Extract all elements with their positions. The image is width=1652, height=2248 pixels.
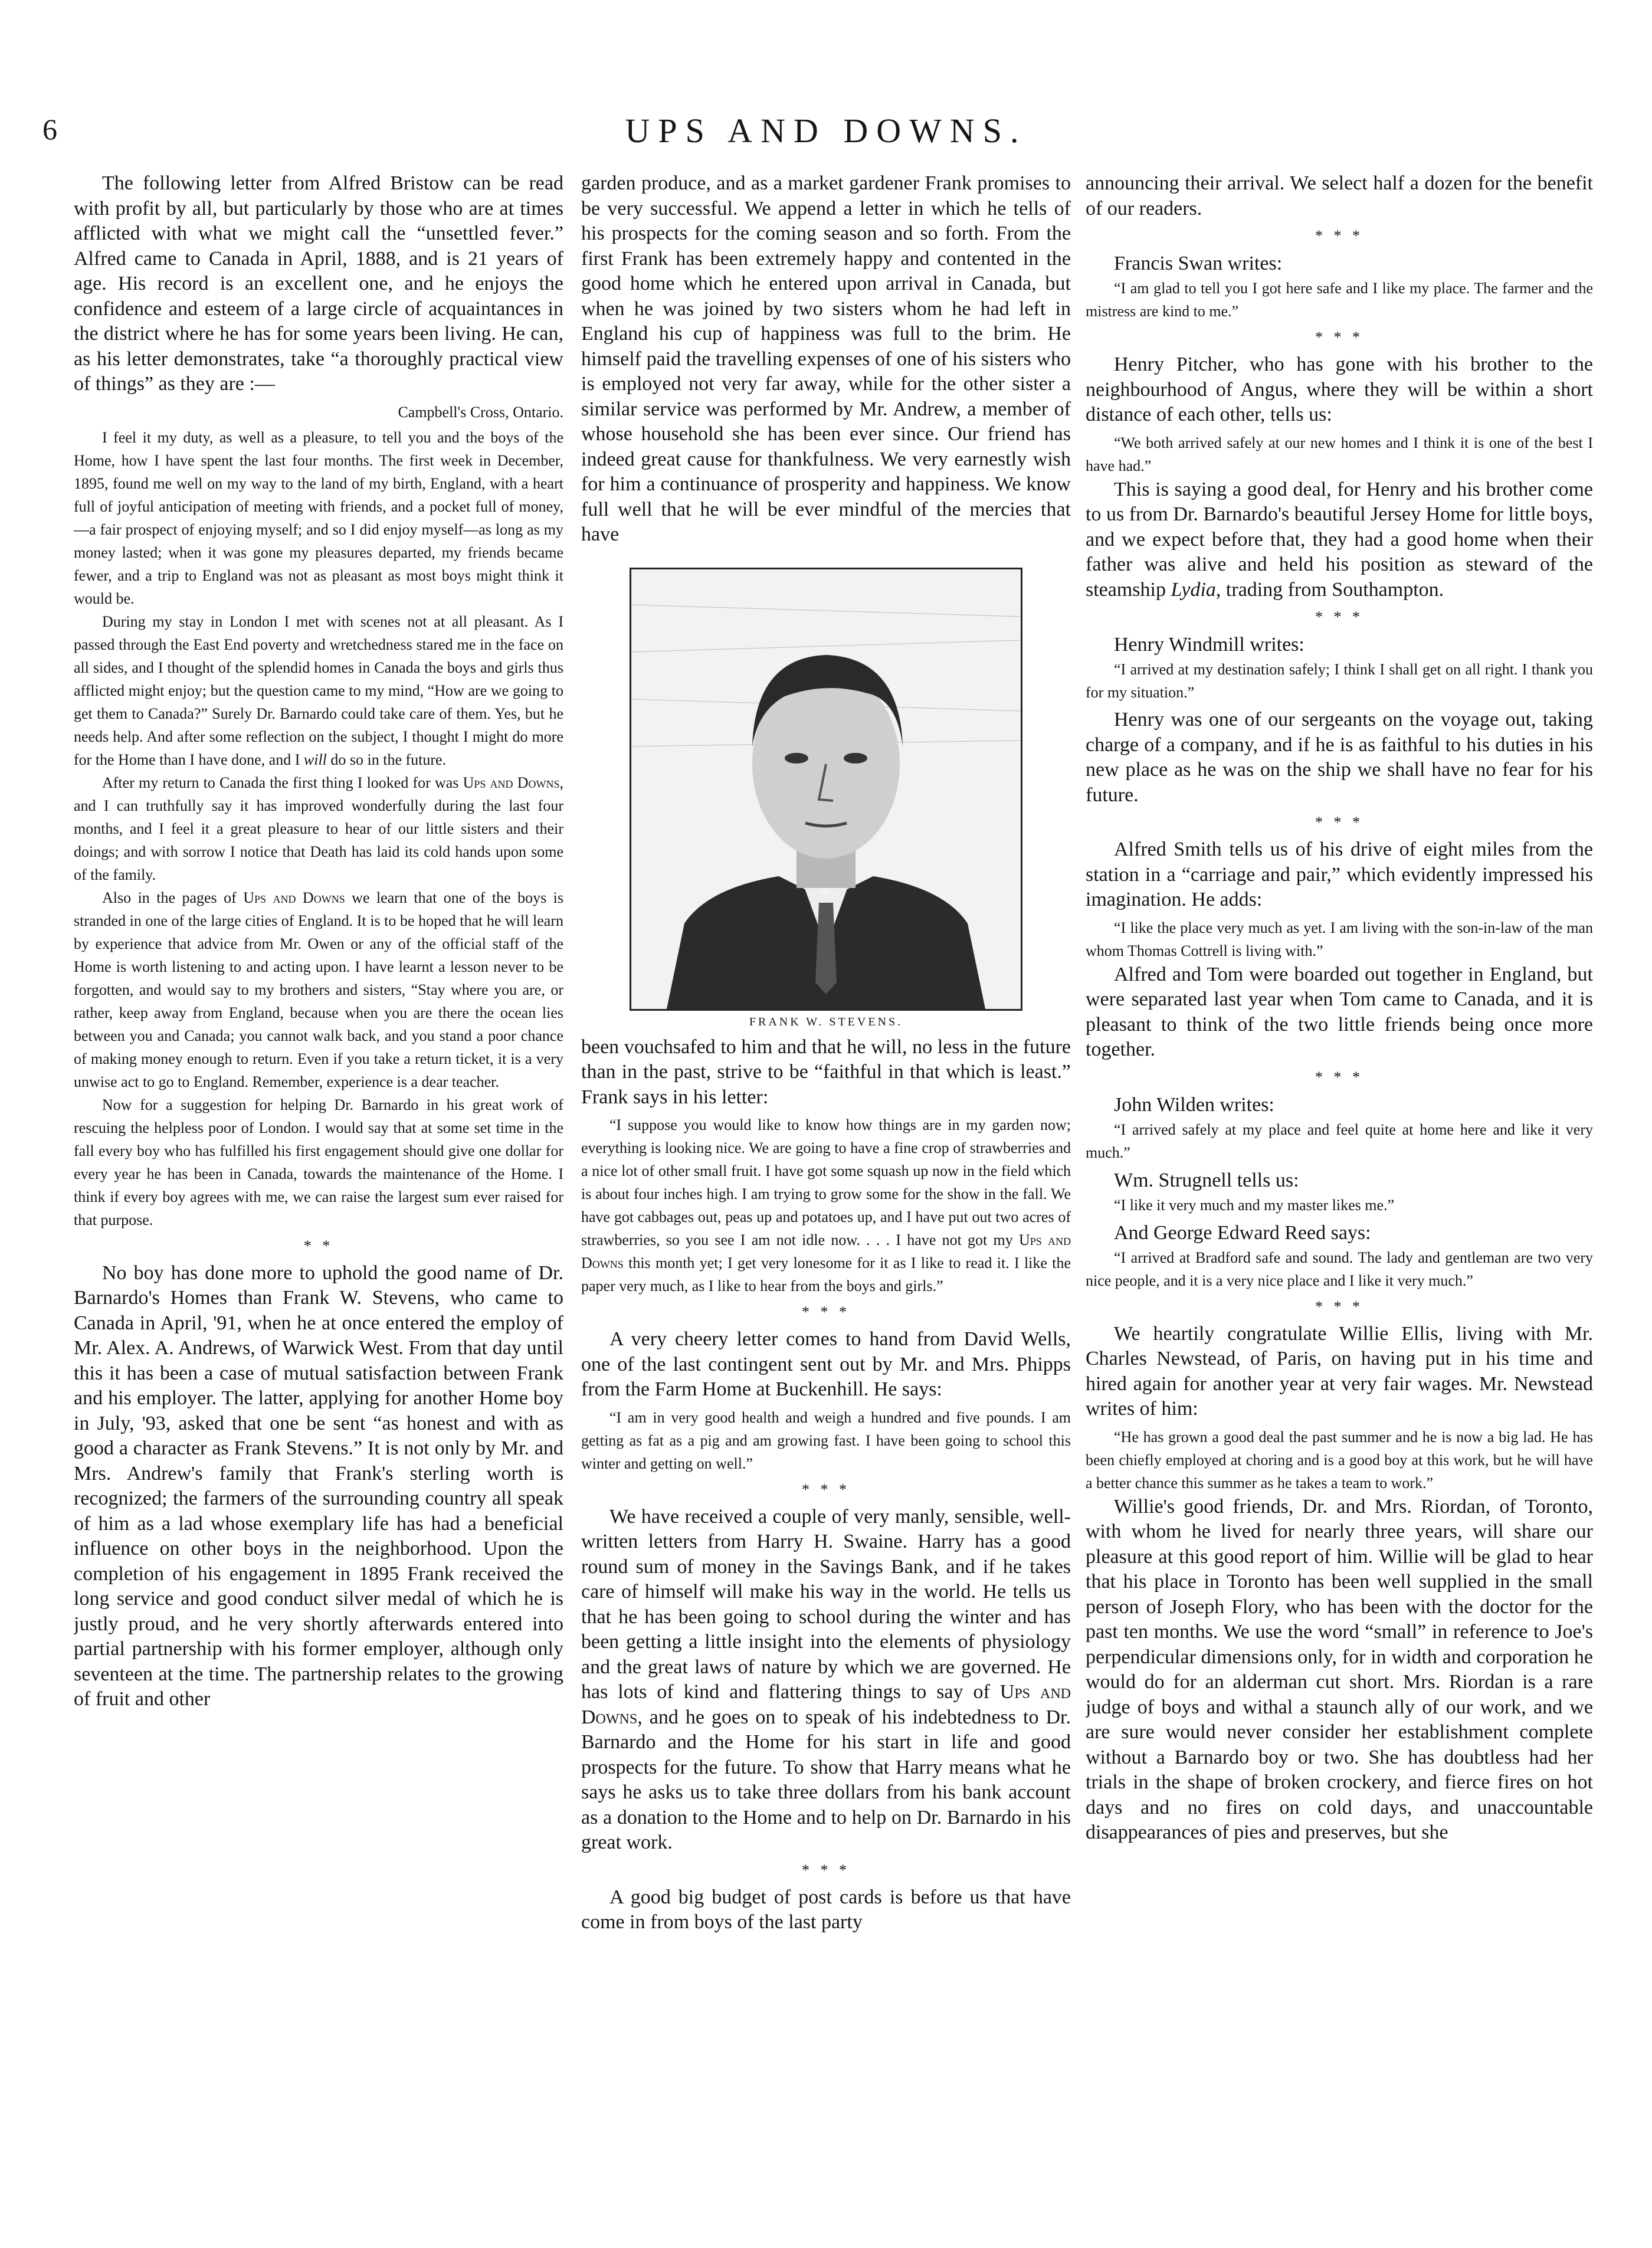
section-divider: * * * bbox=[1315, 227, 1363, 244]
letter-quote: “I arrived at my destination safely; I think I shall get on all right. I thank you for my situation.” bbox=[1086, 661, 1593, 701]
column-3 bbox=[1086, 171, 1593, 2201]
article-paragraph: Alfred Smith tells us of his drive of eight miles from the station in a “carriage and pair,” which evidently impressed his imagination. He adds: bbox=[1086, 838, 1593, 910]
text-run: , and I can truthfully say it has improved wonderfully during the last four months, and I feel it a great pleasure to hear of our little sisters and their doings; and with sorrow I notice that Death has laid its cold hands upon some of the family. bbox=[74, 774, 563, 883]
letter-quote: “I like it very much and my master likes me.” bbox=[1114, 1196, 1395, 1214]
portrait-photo bbox=[630, 568, 1022, 1011]
text-run: We have received a couple of very manly, sensible, well-written letters from Harry H. Swaine. Harry has a good round sum of money in the Savings Bank, and if he takes care of himself will make his way in the world. He tells us that he has been going to school during the winter and has been getting a little insight into the elements of physiology and the great laws of nature by which we are governed. He has lots of kind and flattering things to say of bbox=[581, 1505, 1071, 1703]
section-divider: * * * bbox=[1315, 608, 1363, 625]
letter-quote bbox=[581, 1113, 1071, 1297]
letter-quote: “I arrived safely at my place and feel quite at home here and like it very much.” bbox=[1086, 1120, 1593, 1161]
text-run: , and he goes on to speak of his indebtedness to Dr. Barnardo and the Home for his start in life and good prospects for the future. To show that Harry means what he says he asks us to take three dollars from his bank account as a donation to the Home and to help on Dr. Barnardo in his great work. bbox=[581, 1706, 1071, 1853]
letter-paragraph bbox=[74, 886, 563, 1093]
correspondent-lead: And George Edward Reed says: bbox=[1114, 1221, 1371, 1244]
publication-name: Ups and Downs bbox=[581, 1231, 1071, 1272]
letter-place: Campbell's Cross, Ontario. bbox=[398, 403, 563, 421]
article-paragraph: announcing their arrival. We select half a dozen for the benefit of our readers. bbox=[1086, 172, 1593, 219]
text-run: This is saying a good deal, for Henry and his brother come to us from Dr. Barnardo's beautiful Jersey Home for little boys, and we expect before that, they had a good home when their father was alive and held his position as steward of the steamship bbox=[1086, 478, 1593, 601]
page-number: 6 bbox=[42, 113, 57, 146]
publication-name: Ups and Downs bbox=[463, 774, 560, 791]
publication-name: Ups and Downs bbox=[581, 1681, 1071, 1728]
column-1 bbox=[74, 171, 563, 2201]
letter-quote: “He has grown a good deal the past summer and he is now a big lad. He has been chiefly employed at choring and is a good boy at this work, but he will have a better chance this summer as he takes a team to work.” bbox=[1086, 1428, 1593, 1492]
article-paragraph: been vouchsafed to him and that he will, no less in the future than in the past, strive to be “faithful in that which is least.” Frank says in his letter: bbox=[581, 1035, 1071, 1108]
section-divider: * * * bbox=[802, 1480, 850, 1498]
ship-name: Lydia bbox=[1171, 578, 1216, 601]
masthead-title: UPS AND DOWNS. bbox=[625, 112, 1027, 150]
portrait-illustration bbox=[631, 569, 1021, 1009]
letter-paragraph bbox=[74, 771, 563, 886]
article-paragraph: garden produce, and as a market gardener Frank promises to be very successful. We append a letter in which he tells of his prospects for the coming season and so forth. From the first Frank has been extremely happy and contented in the good home which he entered upon arrival in Canada, but when he was joined by two sisters whom he had left in England his cup of happiness was full to the brim. He himself paid the travelling expenses of one of his sisters who is employed not very far away, while for the other sister a similar service was performed by Mr. Andrew, a member of whose household she has been ever since. Our friend has indeed great cause for thankfulness. We very earnestly wish for him a continuance of prosperity and happiness. We know full well that he will be ever mindful of the mercies that have bbox=[581, 172, 1071, 545]
text-run: “I suppose you would like to know how things are in my garden now; everything is looking nice. We are going to have a fine crop of strawberries and a nice lot of other small fruit. I have got some squash up now in the field which is about four inches high. I am trying to grow some for the show in the fall. We have got cabbages out, peas up and potatoes up, and I have put out two acres of strawberries, so you see I am not idle now. . . . I have not got my bbox=[581, 1116, 1071, 1248]
intro-paragraph: The following letter from Alfred Bristow can be read with profit by all, but particularly by those who are at times afflicted with what we might call the “unsettled fever.” Alfred came to Canada in April, 1888, and is 21 years of age. His record is an excellent one, and he enjoys the confidence and esteem of a large circle of acquaintances in the district where he has for some years been living. He can, as his letter demonstrates, take “a thoroughly practical view of things” as they are :— bbox=[74, 172, 563, 395]
letter-quote: “I arrived at Bradford safe and sound. The lady and gentleman are two very nice people, and it is a very nice place and I like it very much.” bbox=[1086, 1248, 1593, 1289]
text-run: do so in the future. bbox=[330, 751, 447, 768]
text-run: Also in the pages of bbox=[102, 889, 237, 906]
article-paragraph: Henry was one of our sergeants on the voyage out, taking charge of a company, and if he is as faithful to his duties in his new place as he was on the ship we shall have no fear for his future. bbox=[1086, 709, 1593, 806]
section-divider: * * bbox=[303, 1237, 334, 1254]
letter-quote: “We both arrived safely at our new homes and I think it is one of the best I have had.” bbox=[1086, 434, 1593, 474]
publication-name: Ups and Downs bbox=[243, 889, 345, 906]
article-paragraph: A good big budget of post cards is before us that have come in from boys of the last party bbox=[581, 1886, 1071, 1933]
column-2 bbox=[581, 171, 1071, 2201]
correspondent-lead: Wm. Strugnell tells us: bbox=[1114, 1169, 1299, 1191]
section-divider: * * * bbox=[802, 1303, 850, 1320]
article-paragraph: Alfred and Tom were boarded out together in England, but were separated last year when Tom came to Canada, and it is pleasant to think of the two little friends being once more together. bbox=[1086, 963, 1593, 1060]
letter-paragraph: I feel it my duty, as well as a pleasure, to tell you and the boys of the Home, how I have spent the last four months. The first week in December, 1895, found me well on my way to the land of my birth, England, with a heart full of joyful anticipation of meeting with friends, and a pocket full of money,—a fair prospect of enjoying myself; and so I did enjoy myself—as long as my money lasted; when it was gone my pleasures departed, my friends became fewer, and a trip to England was not as pleasant as most boys might think it would be. bbox=[74, 428, 563, 607]
text-run: we learn that one of the boys is stranded in one of the large cities of England. It is to be hoped that he will learn by experience that advice from Mr. Owen or any of the official staff of the Home is worth listening to and acting upon. I have learnt a lesson never to be forgotten, and would say to my brothers and sisters, “Stay where you are, or rather, keep away from England, because when you are there the ocean lies between you and Canada; you cannot walk back, and you stand a poor chance of making money enough to return. Even if you take a return ticket, it is a very unwise act to go to England. Remember, experience is a dear teacher. bbox=[74, 889, 563, 1090]
article-paragraph: A very cheery letter comes to hand from David Wells, one of the last contingent sent out by Mr. and Mrs. Phipps from the Farm Home at Buckenhill. He says: bbox=[581, 1328, 1071, 1400]
correspondent-lead: Henry Windmill writes: bbox=[1114, 634, 1304, 656]
text-run: After my return to Canada the first thing I looked for was bbox=[102, 774, 459, 791]
article-paragraph bbox=[581, 1505, 1071, 1856]
article-paragraph: No boy has done more to uphold the good name of Dr. Barnardo's Homes than Frank W. Stevens, who came to Canada in April, '91, when he at once entered the employ of Mr. Alex. A. Andrews, of Warwick West. From that day until this it has been a case of mutual satisfaction between Frank and his employer. The latter, applying for another Home boy in July, '93, asked that one be sent “as honest and with as good a character as Frank Stevens.” It is not only by Mr. and Mrs. Andrew's family that Frank's sterling worth is recognized; the farmers of the surrounding country all speak of him as a lad whose exemplary life has had a beneficial influence on other boys in the neighborhood. Upon the completion of his engagement in 1895 Frank received the long service and good conduct silver medal of which he is justly proud, and he very shortly afterwards entered into partial partnership with his former employer, although only seventeen at the time. The partnership relates to the growing of fruit and other bbox=[74, 1261, 563, 1710]
correspondent-lead: John Wilden writes: bbox=[1114, 1093, 1274, 1116]
section-divider: * * * bbox=[1315, 1068, 1363, 1086]
letter-paragraph: Now for a suggestion for helping Dr. Barnardo in his great work of rescuing the helpless poor of London. I would say that at some set time in the fall every boy who has fulfilled his first engagement should give one dollar for every year he has been in Canada, towards the maintenance of the Home. I think if every boy agrees with me, we can raise the largest sum ever raised for that purpose. bbox=[74, 1096, 563, 1228]
section-divider: * * * bbox=[1315, 814, 1363, 831]
text-run: this month yet; I get very lonesome for it as I like to read it. I like the paper very much, as I like to hear from the boys and girls.” bbox=[581, 1254, 1071, 1295]
photo-caption: FRANK W. STEVENS. bbox=[749, 1015, 903, 1028]
article-paragraph bbox=[1086, 477, 1593, 603]
section-divider: * * * bbox=[802, 1861, 850, 1879]
section-divider: * * * bbox=[1315, 1297, 1363, 1315]
section-divider: * * * bbox=[1315, 329, 1363, 346]
article-paragraph: Henry Pitcher, who has gone with his brother to the neighbourhood of Angus, where they will be within a short distance of each other, tells us: bbox=[1086, 353, 1593, 425]
emphasis: will bbox=[303, 751, 327, 768]
letter-paragraph bbox=[74, 610, 563, 771]
article-paragraph: Willie's good friends, Dr. and Mrs. Riordan, of Toronto, with whom he lived for nearly three years, will share our pleasure at this good report of him. Willie will be glad to hear that his place in Toronto has been well supplied in the small person of Joseph Flory, who has been with the doctor for the past ten months. We use the word “small” in reference to Joe's perpendicular dimensions only, for in width and corporation he would do for an alderman cut short. Mrs. Riordan is a rare judge of boys and withal a staunch ally of our work, and we are sure would never consider her establishment complete without a Barnardo boy or two. She has doubtless had her trials in the shape of broken crockery, and fierce fires on hot days and no fires on cold days, and unaccountable disappearances of pies and preserves, but she bbox=[1086, 1495, 1593, 1843]
text-run: , trading from Southampton. bbox=[1215, 578, 1444, 601]
text-run: During my stay in London I met with scenes not at all pleasant. As I passed through the East End poverty and wretchedness stared me in the face on all sides, and I thought of the splendid homes in Canada the boys and girls thus afflicted might enjoy; but the question came to my mind, “How are we going to get them to Canada?” Surely Dr. Barnardo could take care of them. Yes, but he needs help. And after some reflection on the subject, I thought I might do more for the Home than I have done, and I bbox=[74, 612, 563, 768]
correspondent-lead: Francis Swan writes: bbox=[1114, 253, 1283, 274]
letter-quote: “I am glad to tell you I got here safe and I like my place. The farmer and the mistress are kind to me.” bbox=[1086, 280, 1593, 320]
letter-quote: “I like the place very much as yet. I am living with the son-in-law of the man whom Thomas Cottrell is living with.” bbox=[1086, 919, 1593, 959]
letter-quote: “I am in very good health and weigh a hundred and five pounds. I am getting as fat as a pig and am growing fast. I have been going to school this winter and getting on well.” bbox=[581, 1408, 1071, 1472]
article-paragraph: We heartily congratulate Willie Ellis, living with Mr. Charles Newstead, of Paris, on having put in his time and hired again for another year at very fair wages. Mr. Newstead writes of him: bbox=[1086, 1322, 1593, 1420]
